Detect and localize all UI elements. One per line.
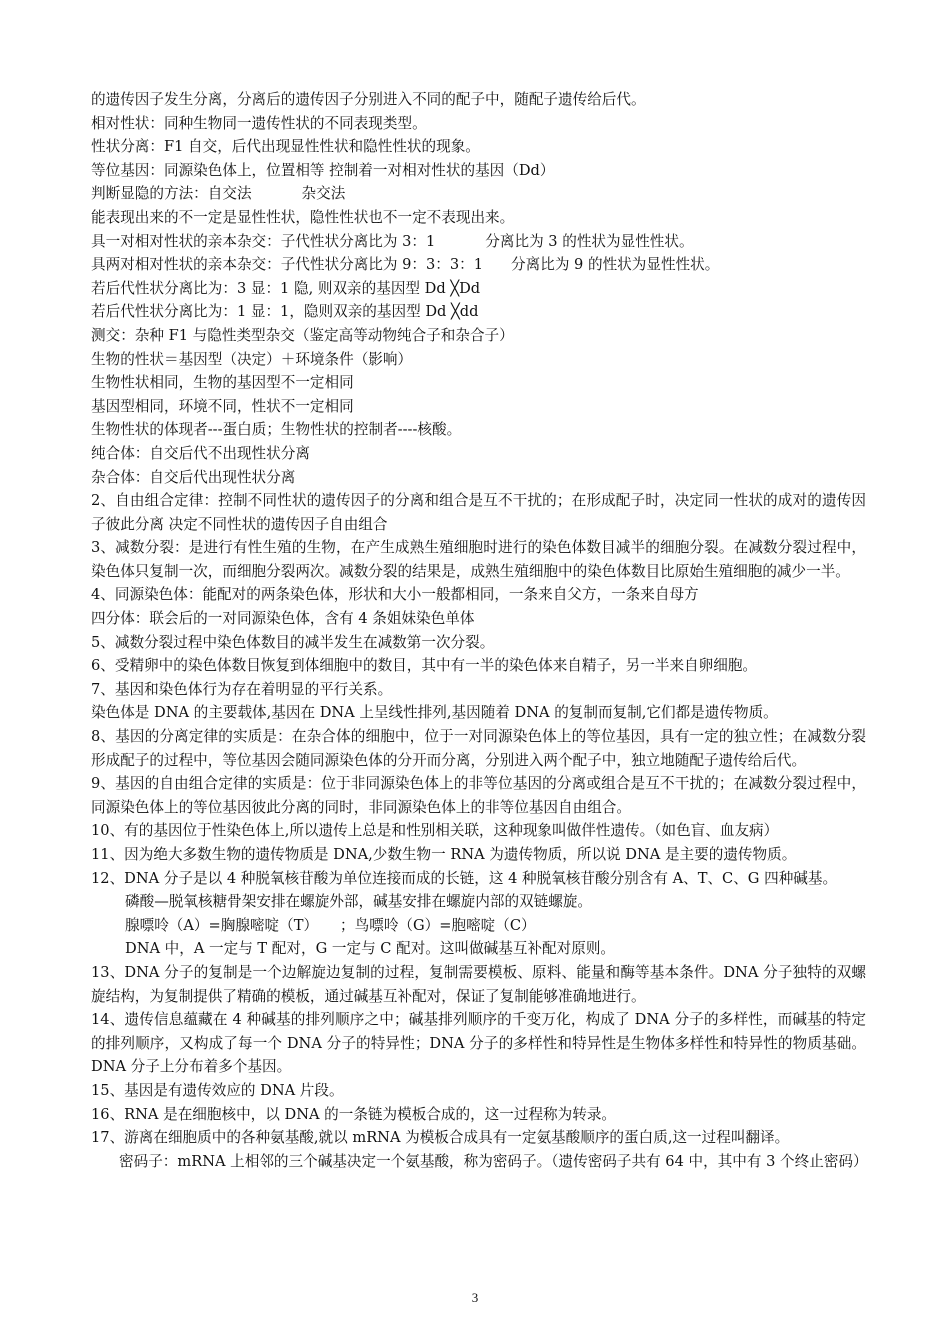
paragraph: 12、DNA 分子是以 4 种脱氧核苷酸为单位连接而成的长链，这 4 种脱氧核苷酸分别含有 A、T、C、G 四种碱基。 [91,869,838,887]
text-segment: 分离比为 9 的性状为显性性状。 [511,256,720,274]
paragraph: 密码子：mRNA 上相邻的三个碱基决定一个氨基酸，称为密码子。（遗传密码子共有 64 中，其中有 3 个终止密码） [119,1152,868,1170]
text-line: 相对性状：同种生物同一遗传性状的不同表现类型。 [91,114,427,132]
text-line: DNA 中，A 一定与 T 配对，G 一定与 C 配对。这叫做碱基互补配对原则。 [125,940,616,958]
text-line: 性状分离：F1 自交，后代出现显性性状和隐性性状的现象。 [91,138,480,156]
paragraph: 染色体是 DNA 的主要载体,基因在 DNA 上呈线性排列,基因随着 DNA 的复制而复制,它们都是遗传物质。 [91,704,778,722]
text-segment: 具一对相对性状的亲本杂交：子代性状分离比为 3：1 [91,232,436,250]
text-segment: 具两对相对性状的亲本杂交：子代性状分离比为 9：3：3：1 [91,256,484,274]
paragraph: 6、受精卵中的染色体数目恢复到体细胞中的数目，其中有一半的染色体来自精子，另一半来自卵细胞。 [91,657,758,675]
paragraph: 14、遗传信息蕴藏在 4 种碱基的排列顺序之中；碱基排列顺序的千变万化，构成了 DNA 分子的多样性，而碱基的特定的排列顺序，又构成了每一个 DNA 分子的特异性；DNA 分子的多样性和特异性是生物体多样性和特异性的物质基础。DNA 分子上分布着多个基因。 [91,1011,866,1076]
text-line: 若后代性状分离比为：1 显：1，隐则双亲的基因型 Dd ╳dd [91,303,479,321]
paragraph: 13、DNA 分子的复制是一个边解旋边复制的过程，复制需要模板、原料、能量和酶等基本条件。DNA 分子独特的双螺旋结构，为复制提供了精确的模板，通过碱基互补配对，保证了复制能够准确地进行。 [91,963,866,1005]
paragraph: 11、因为绝大多数生物的遗传物质是 DNA,少数生物一 RNA 为遗传物质，所以说 DNA 是主要的遗传物质。 [91,846,797,863]
text-line: 15、基因是有遗传效应的 DNA 片段。 [91,1081,344,1099]
text-segment: 判断显隐的方法：自交法 [91,185,252,203]
page-number: 3 [471,1290,479,1305]
paragraph: 3、减数分裂：是进行有性生殖的生物，在产生成熟生殖细胞时进行的染色体数目减半的细胞分裂。在减数分裂过程中，染色体只复制一次，而细胞分裂两次。减数分裂的结果是，成熟生殖细胞中的染色体数目比原始生殖细胞的减少一半。 [91,539,866,580]
text-segment: 腺嘌呤（A）=胸腺嘧啶（T） [125,916,319,934]
text-segment: ；鸟嘌呤（G）=胞嘧啶（C） [340,916,536,934]
text-line: 纯合体：自交后代不出现性状分离 [91,444,310,462]
text-line: 4、同源染色体：能配对的两条染色体，形状和大小一般都相同，一条来自父方，一条来自母方 [91,586,699,604]
text-line: 基因型相同，环境不同，性状不一定相同 [91,397,354,415]
text-line: 若后代性状分离比为：3 显：1 隐, 则双亲的基因型 Dd ╳Dd [91,279,481,297]
paragraph: 10、有的基因位于性染色体上,所以遗传上总是和性别相关联，这种现象叫做伴性遗传。（如色盲、血友病） [91,822,779,840]
text-line: 磷酸—脱氧核糖骨架安排在螺旋外部，碱基安排在螺旋内部的双链螺旋。 [125,893,593,911]
text-line: 的遗传因子发生分离，分离后的遗传因子分别进入不同的配子中，随配子遗传给后代。 [91,91,646,108]
text-line: 5、减数分裂过程中染色体数目的减半发生在减数第一次分裂。 [91,633,495,651]
paragraph: 17、游离在细胞质中的各种氨基酸,就以 mRNA 为模板合成具有一定氨基酸顺序的蛋白质,这一过程叫翻译。 [91,1129,790,1147]
text-line: 等位基因：同源染色体上，位置相等 控制着一对相对性状的基因（Dd） [91,161,555,179]
text-line: 16、RNA 是在细胞核中，以 DNA 的一条链为模板合成的，这一过程称为转录。 [91,1105,617,1123]
text-line: 测交：杂种 F1 与隐性类型杂交（鉴定高等动物纯合子和杂合子） [91,326,514,344]
text-line: 生物的性状＝基因型（决定）＋环境条件（影响） [91,350,413,368]
text-line [91,253,866,277]
text-line [91,230,866,254]
text-line: 能表现出来的不一定是显性性状，隐性性状也不一定不表现出来。 [91,208,515,226]
text-line [91,914,866,938]
text-line: 7、基因和染色体行为存在着明显的平行关系。 [91,680,393,698]
text-segment: 分离比为 3 的性状为显性性状。 [485,232,694,250]
text-line: 生物性状相同，生物的基因型不一定相同 [91,374,354,392]
text-line: 生物性状的体现者---蛋白质；生物性状的控制者----核酸。 [91,421,462,439]
paragraph: 2、自由组合定律：控制不同性状的遗传因子的分离和组合是互不干扰的；在形成配子时，决定同一性状的成对的遗传因子彼此分离 决定不同性状的遗传因子自由组合 [91,492,866,533]
paragraph: 8、基因的分离定律的实质是：在杂合体的细胞中，位于一对同源染色体上的等位基因，具有一定的独立性；在减数分裂形成配子的过程中，等位基因会随同源染色体的分开而分离，分别进入两个配子中，独立地随配子遗传给后代。 [91,728,866,769]
text-segment: 杂交法 [301,185,346,203]
paragraph: 9、基因的自由组合定律的实质是：位于非同源染色体上的非等位基因的分离或组合是互不干扰的；在减数分裂过程中，同源染色体上的等位基因彼此分离的同时，非同源染色体上的非等位基因自由组合。 [91,775,866,816]
text-line: 四分体：联会后的一对同源染色体，含有 4 条姐妹染色单体 [91,610,475,628]
text-line [91,182,866,206]
text-line: 杂合体：自交后代出现性状分离 [91,468,296,486]
